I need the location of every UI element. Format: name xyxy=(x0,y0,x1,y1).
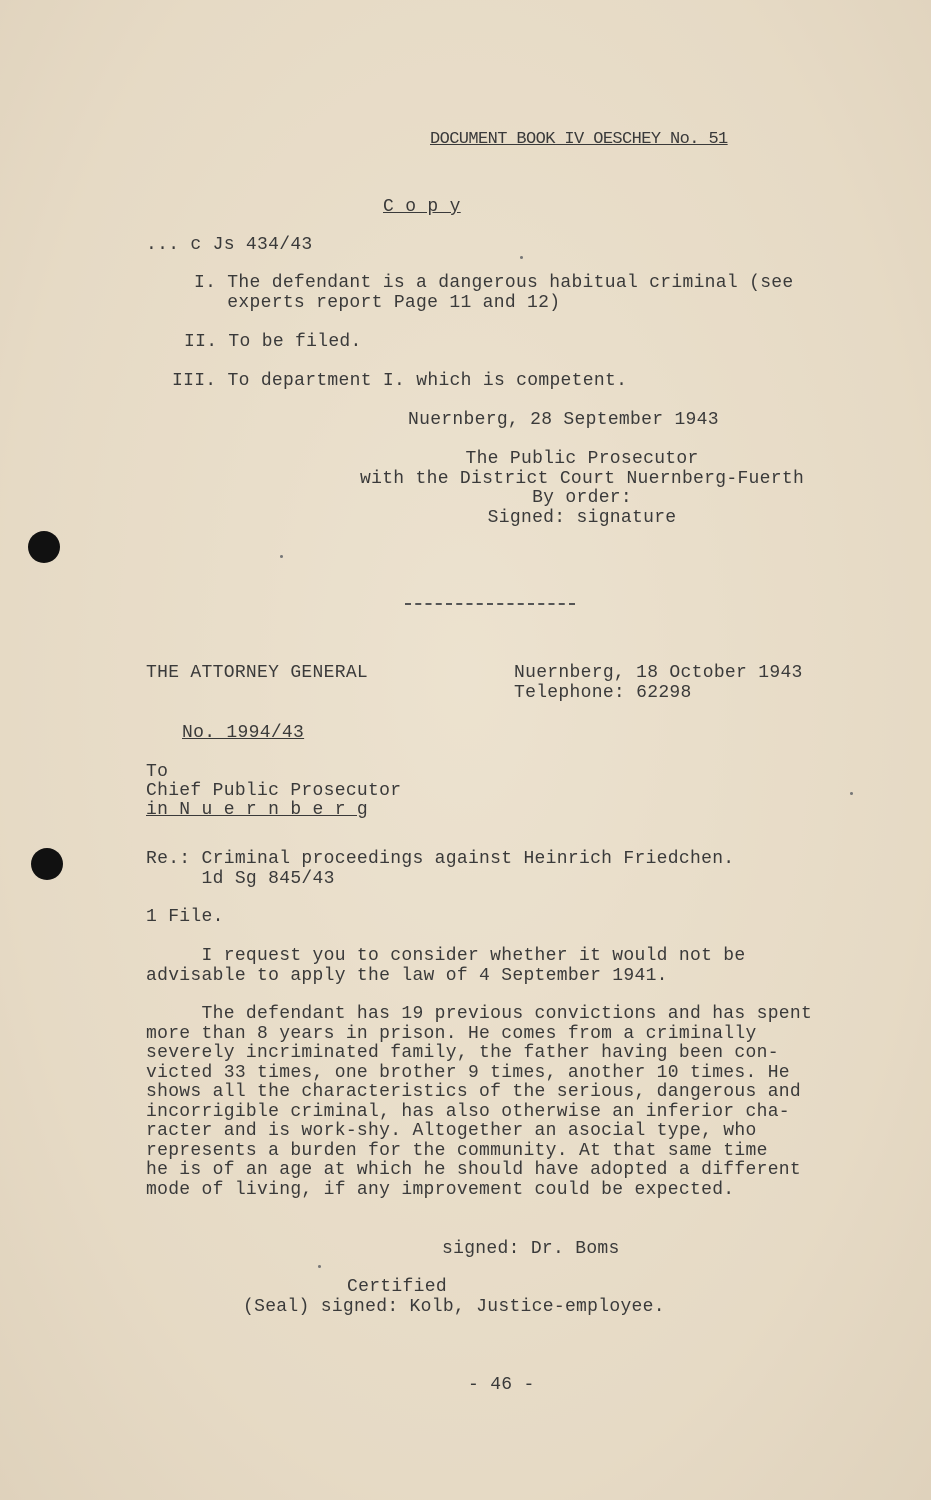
defendant-paragraph: The defendant has 19 previous convictions and has spent more than 8 years in prison. He comes from a criminally severely incriminated family, the father having been con- victed 33 times, one brother 9 times, another 10 times. He shows all the characteristics of the serious, dangerous and incorrigible criminal, has also otherwise an inferior cha- racter and is work-shy. Altogether an asocial type, who represents a burden for the community. At that same time he is of an age at which he should have adopted a different mode of living, if any improvement could be expected. xyxy=(146,1004,813,1200)
to-label: To xyxy=(146,762,169,782)
page-number: - 46 - xyxy=(468,1375,535,1395)
document-number: No. 1994/43 xyxy=(182,723,305,743)
seal-signature-line: (Seal) signed: Kolb, Justice-employee. xyxy=(243,1297,665,1317)
first-date-line: Nuernberg, 28 September 1943 xyxy=(408,410,719,430)
certified-label: Certified xyxy=(347,1277,447,1297)
recipient-title: Chief Public Prosecutor xyxy=(146,781,402,801)
enclosure-line: 1 File. xyxy=(146,907,224,927)
subject-line: Re.: Criminal proceedings against Heinrich Friedchen. 1d Sg 845/43 xyxy=(146,849,735,889)
decision-item-1: I. The defendant is a dangerous habitual criminal (see experts report Page 11 and 12) xyxy=(194,273,794,313)
decision-item-2: II. To be filed. xyxy=(184,332,362,352)
paper-speck xyxy=(280,555,283,558)
punch-hole-bottom xyxy=(31,848,63,880)
prosecutor-signature-block: The Public Prosecutor with the District Court Nuernberg-Fuerth By order: Signed: signature xyxy=(360,449,805,528)
decision-item-3: III. To department I. which is competent. xyxy=(172,371,628,391)
recipient-city: in N u e r n b e r g xyxy=(146,800,369,820)
paper-speck xyxy=(318,1265,321,1268)
attorney-signature: signed: Dr. Boms xyxy=(442,1239,620,1259)
copy-heading: C o p y xyxy=(383,197,461,217)
file-reference: ... c Js 434/43 xyxy=(146,235,313,255)
document-book-reference: DOCUMENT BOOK IV OESCHEY No. 51 xyxy=(430,130,728,149)
paper-speck xyxy=(850,792,853,795)
telephone-line: Telephone: 62298 xyxy=(514,683,692,703)
paper-speck xyxy=(520,256,523,259)
section-divider xyxy=(405,603,575,605)
sender-heading: THE ATTORNEY GENERAL xyxy=(146,663,369,683)
request-paragraph: I request you to consider whether it would not be advisable to apply the law of 4 September 1941. xyxy=(146,946,746,986)
punch-hole-top xyxy=(28,531,60,563)
place-date-line: Nuernberg, 18 October 1943 xyxy=(514,663,803,683)
